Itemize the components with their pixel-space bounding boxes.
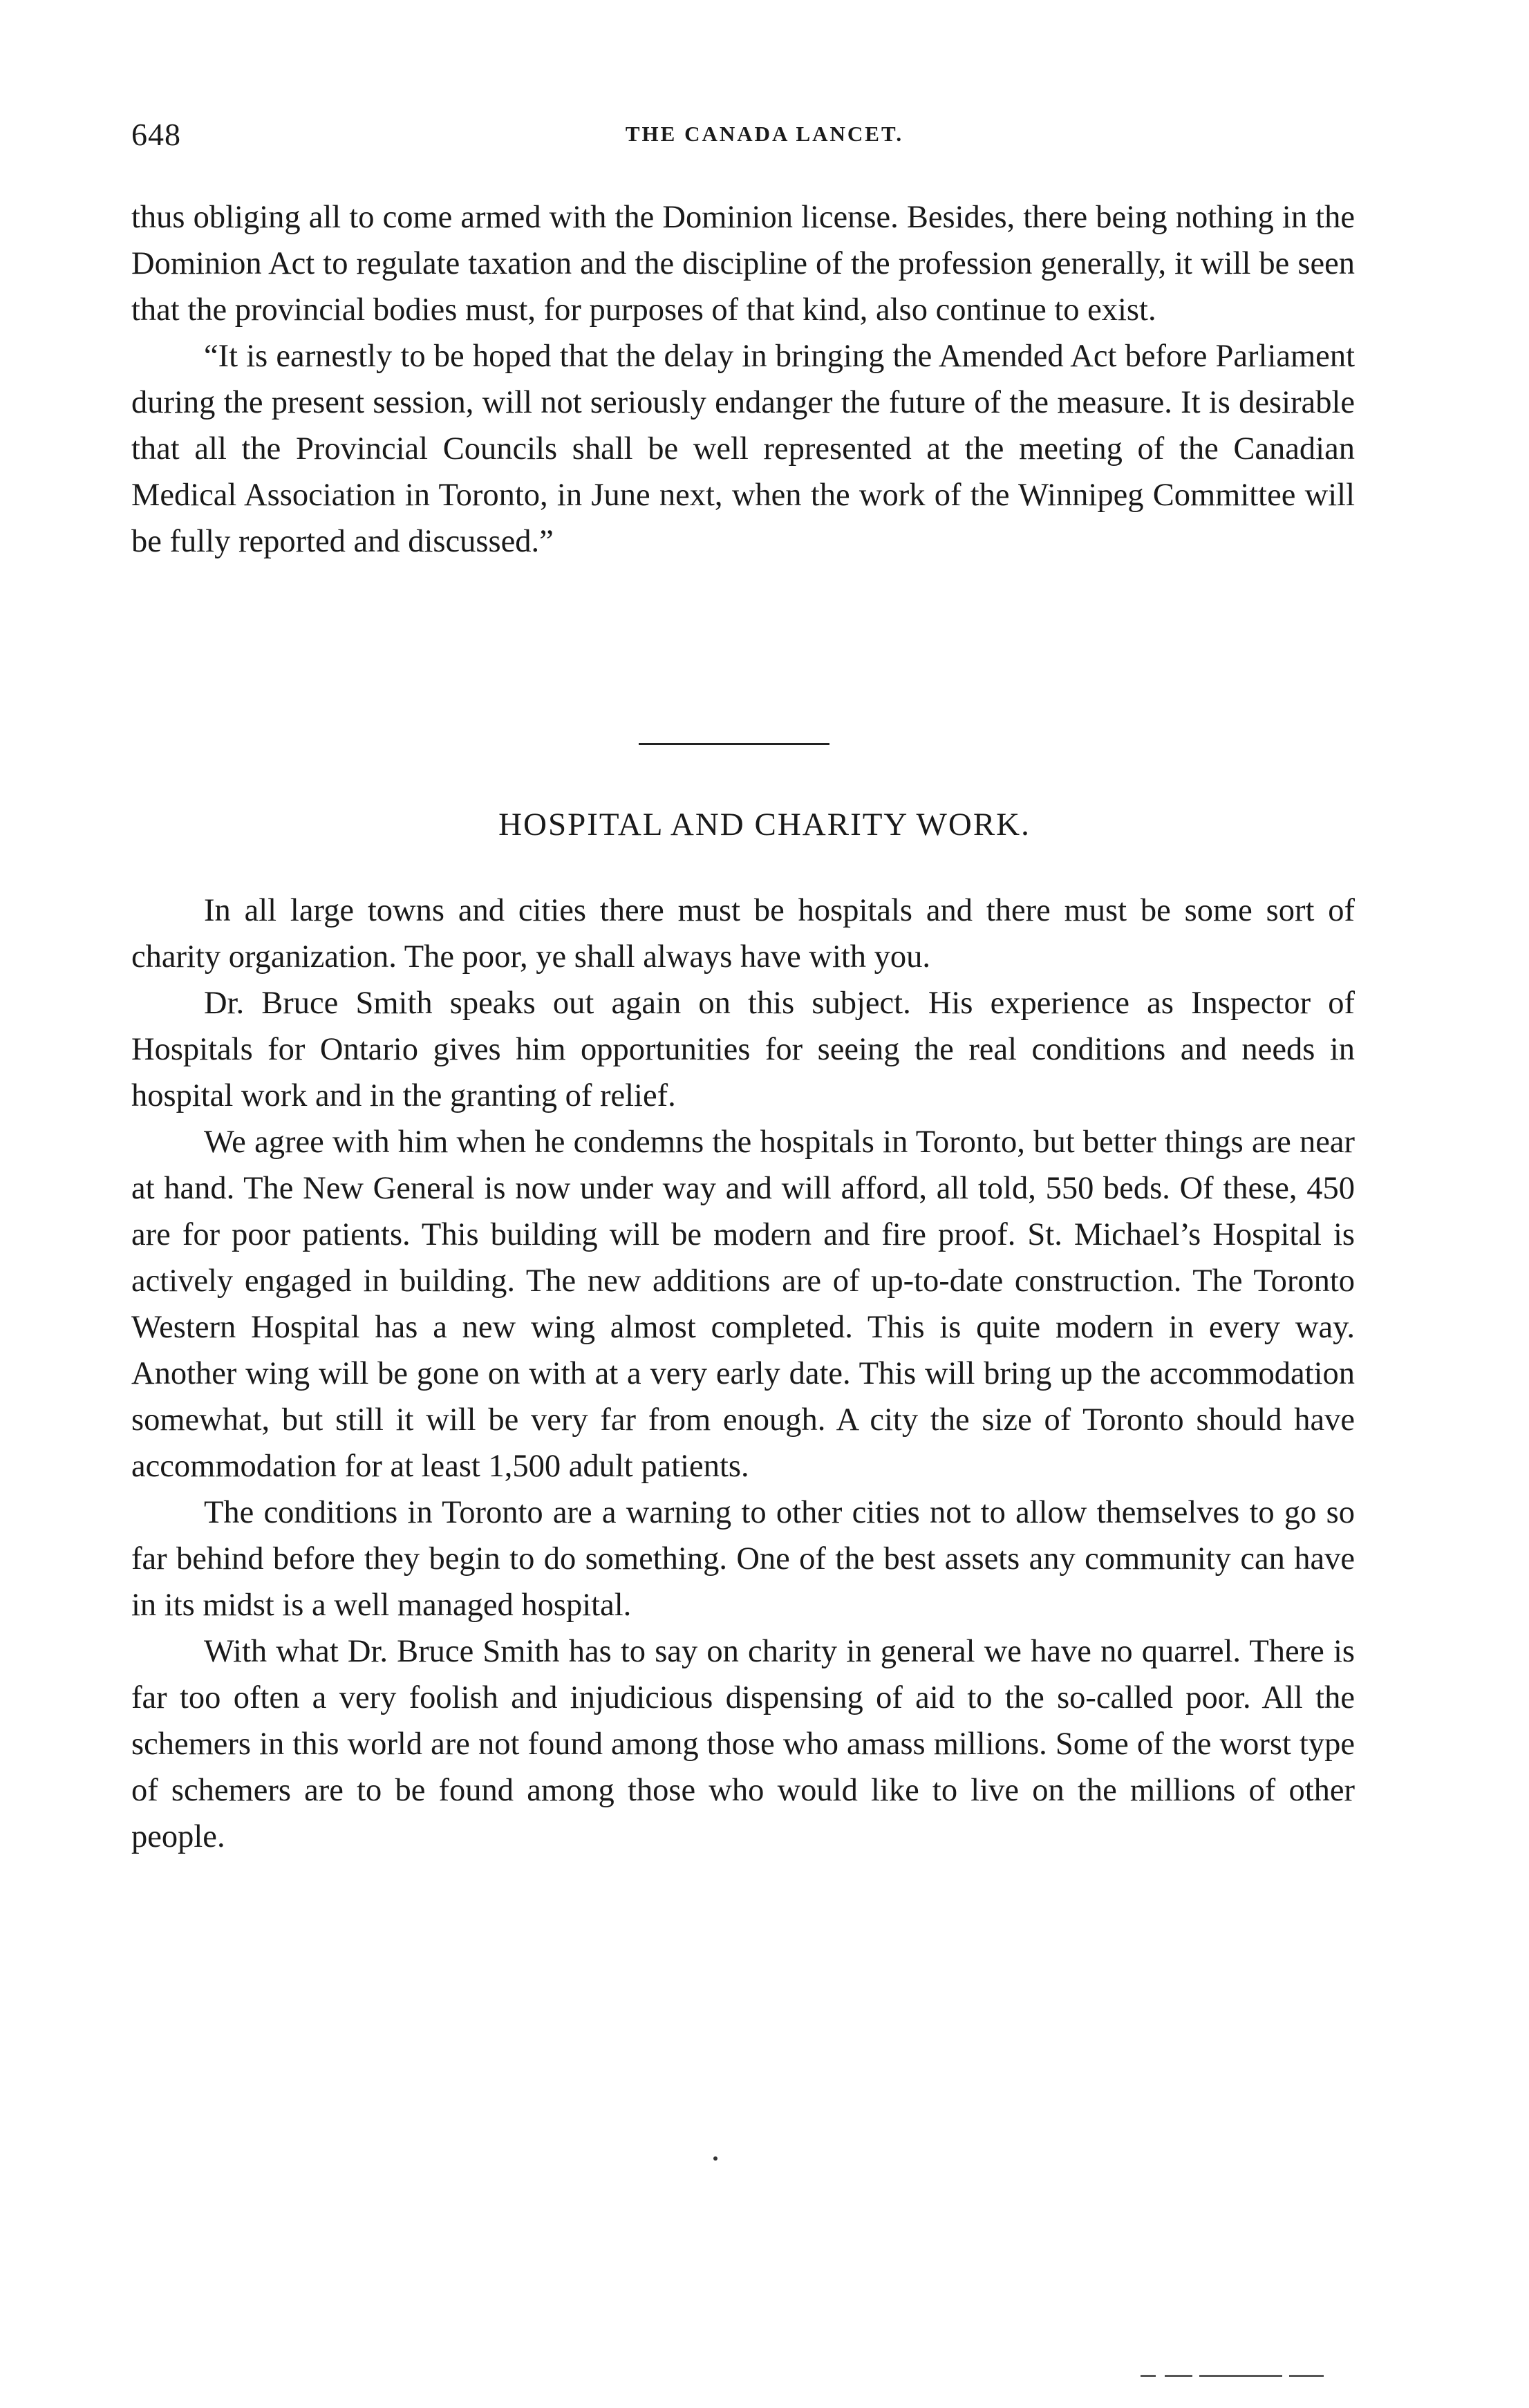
paragraph: In all large towns and cities there must be hospitals and there must be some sort of charity organization. The poor, ye shall always have with you. [131, 893, 1355, 975]
scan-artifact [1289, 2375, 1324, 2377]
paragraph: Dr. Bruce Smith speaks out again on this subject. His experience as Inspector of Hospitals for Ontario gives him opportunities for seeing the real conditions and needs in hospital work and in the granting of relief. [131, 986, 1355, 1113]
scan-artifact [1141, 2375, 1156, 2377]
paragraph: “It is earnestly to be hoped that the delay in bringing the Amended Act before Parliament during the present session, will not seriously endanger the future of the measure. It is desirable that all the Provincial Councils shall be well represented at the meeting of the Canadian Medical Association in Toronto, in June next, when the work of the Winnipeg Committee will be fully reported and discussed.” [131, 339, 1355, 559]
continued-text [131, 194, 1355, 565]
paragraph: With what Dr. Bruce Smith has to say on charity in general we have no quarrel. There is far too often a very foolish and injudicious dispensing of aid to the so-called poor. All the schemers in this world are not found among those who amass millions. Some of the worst type of schemers are to be found among those who would like to live on the millions of other people. [131, 1634, 1355, 1854]
section-divider [639, 743, 829, 745]
scan-artifact [1199, 2375, 1282, 2377]
paragraph: The conditions in Toronto are a warning to other cities not to allow themselves to go so far behind before they begin to do something. One of the best assets any community can have in its midst is a well managed hospital. [131, 1495, 1355, 1623]
paragraph: thus obliging all to come armed with the Dominion license. Besides, there being nothing in the Dominion Act to regulate taxation and the discipline of the profession generally, it will be seen that the provincial bodies must, for purposes of that kind, also continue to exist. [131, 200, 1355, 328]
article-body [131, 887, 1355, 1860]
paragraph: We agree with him when he condemns the hospitals in Toronto, but better things are near at hand. The New General is now under way and will afford, all told, 550 beds. Of these, 450 are for poor patients. This building will be modern and fire proof. St. Michael’s Hospital is actively engaged in building. The new additions are of up-to-date construction. The Toronto Western Hospital has a new wing almost completed. This is quite modern in every way. Another wing will be gone on with at a very early date. This will bring up the accommodation somewhat, but still it will be very far from enough. A city the size of Toronto should have accommodation for at least 1,500 adult patients. [131, 1125, 1355, 1484]
page-number: 648 [131, 117, 181, 152]
section-heading: HOSPITAL AND CHARITY WORK. [498, 807, 1031, 843]
ink-speck [713, 2156, 717, 2161]
scan-artifact [1165, 2375, 1192, 2377]
running-title: THE CANADA LANCET. [625, 122, 904, 146]
